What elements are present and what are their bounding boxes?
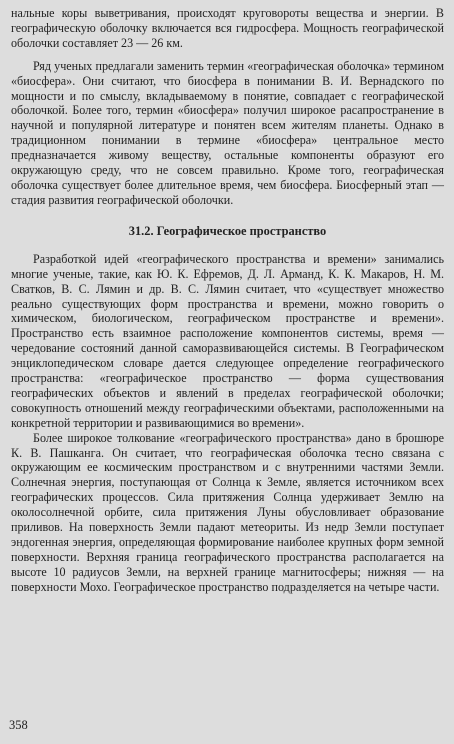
- biosphere-paragraph: Ряд ученых предлагали заменить термин «географическая оболочка» термином «биосфера». Они считают, что биосфера в понимании В. И. Вернадского по мощности и по смыслу, вкладываемому в понятие, совпадает с географической оболочкой. Более того, термин «биосфера» получил широкое расапространение в научной и популярной литературе и понятен всем жителям планеты. Однако в традиционном понимании в термине «биосфера» центральное место предназначается живому веществу, остальные компоненты образуют его окружающую среду, что не совсем правильно. Кроме того, географическая оболочка существует более длительное время, чем биосфера. Биосферный этап — стадия развития географической оболочки.: [11, 58, 444, 207]
- section-heading: 31.2. Географическое пространство: [128, 223, 327, 238]
- page-number: 358: [9, 718, 28, 732]
- intro-paragraph: нальные коры выветривания, происходят круговороты вещества и энергии. В географическую оболочку включается вся гидросфера. Мощность географической оболочки составляет 23 — 26 км.: [11, 6, 444, 50]
- geographic-space-paragraph: Разработкой идей «географического пространства и времени» занимались многие ученые, такие, как Ю. К. Ефремов, Д. Л. Арманд, К. К. Макаров, Н. М. Сватков, В. С. Лямин и др. В. С. Лямин считает, что «существует множество реально существующих форм пространства и времени, можно говорить о химическом, биологическом, географическом пространстве и времени». Пространство есть взаимное расположение компонентов системы, время — чередование состояний данной саморазвивающейся системы. В Географическом энциклопедическом словаре дается следующее определение географического пространства: «географическое пространство — форма существования географических объектов и явлений в пределах географической оболочки; совокупность отношений между географическими объектами, расположенными на конкретной территории и развивающимися во времени».: [11, 251, 444, 430]
- broad-interpretation-paragraph: Более широкое толкование «географического пространства» дано в брошюре К. В. Пашканга. Он считает, что географическая оболочка тесно связана с окружающим ее космическим пространством и с внутренними частями Земли. Солнечная энергия, поступающая от Солнца к Земле, является источником всех географических процессов. Сила притяжения Солнца удерживает Землю на околосолнечной орбите, сила притяжения Луны обусловливает образование приливов. На поверхность Земли падают метеориты. Из недр Земли поступает эндогенная энергия, определяющая формирование наиболее крупных форм земной поверхности. Верхняя граница географического пространства располагается на высоте 10 радиусов Земли, на верхней границе магнитосферы; нижняя — на поверхности Мохо. Географическое пространство подразделяется на четыре части.: [11, 430, 444, 594]
